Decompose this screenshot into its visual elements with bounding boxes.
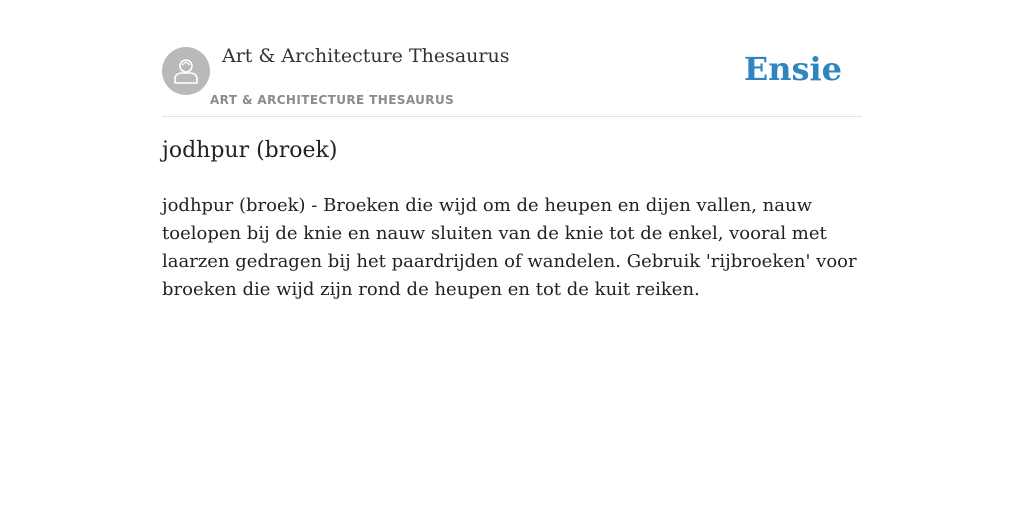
user-icon [171, 56, 201, 86]
author-avatar[interactable] [162, 47, 210, 95]
author-name-link[interactable]: Art & Architecture Thesaurus [222, 45, 510, 67]
page-title: jodhpur (broek) [162, 138, 338, 163]
author-subtitle: ART & ARCHITECTURE THESAURUS [210, 93, 455, 107]
definition-text: jodhpur (broek) - Broeken die wijd om de heupen en dijen vallen, nauw toelopen bij de knie en nauw sluiten van de knie tot de enkel, vooral met laarzen gedragen bij het paardrijden of wandelen. Gebruik 'rijbroeken' voor broeken die wijd zijn rond de heupen en tot de kuit reiken. [162, 195, 857, 300]
author-header [162, 40, 862, 117]
ensie-logo[interactable]: Ensie [743, 50, 842, 88]
